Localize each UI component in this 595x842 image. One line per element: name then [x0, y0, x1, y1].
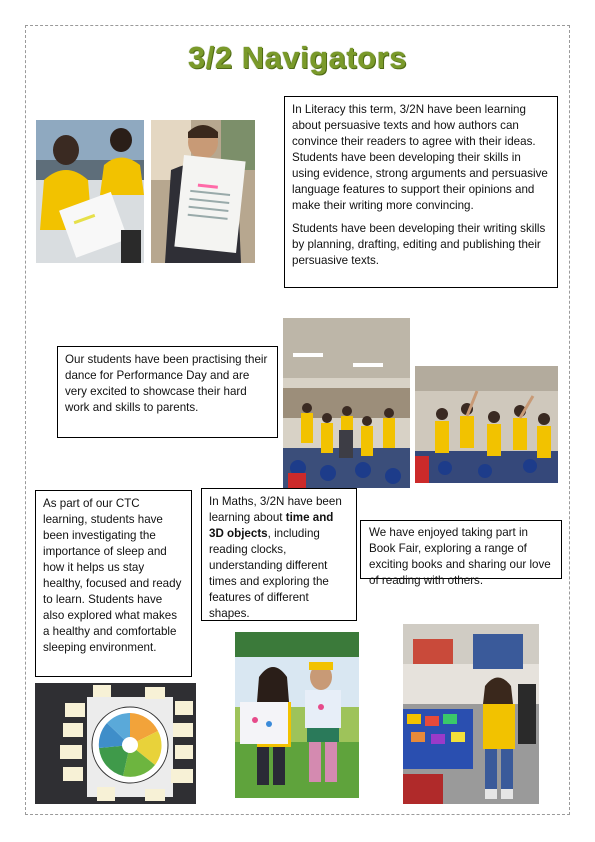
maths-text-start: In Maths, 3/2N have been learning about — [209, 495, 342, 524]
maths-paragraph — [209, 494, 349, 622]
photo-students-writing — [36, 120, 144, 263]
ctc-text-box — [35, 490, 192, 677]
page-title: 3/2 Navigators — [188, 40, 407, 75]
ctc-paragraph: As part of our CTC learning, students have been investigating the importance of sleep and how it helps us stay healthy, focused and ready to learn. Students have also explored what makes a healthy and comfortable sleeping environment. — [43, 497, 182, 654]
photo-dance-practice-hall — [283, 318, 410, 488]
photo-student-holding-writing — [151, 120, 255, 263]
photo-sleep-poster — [35, 683, 196, 804]
maths-text-box — [201, 488, 357, 621]
bookfair-text-box — [360, 520, 562, 587]
bookfair-paragraph: We have enjoyed taking part in Book Fair, exploring a range of exciting books and sharing our love of reading with others. — [369, 526, 551, 587]
literacy-text-box — [284, 96, 558, 288]
maths-text-end: , including reading clocks, understanding different times and exploring the features of different shapes. — [209, 527, 329, 620]
literacy-paragraph-2: Students have been developing their writing skills by planning, drafting, editing and publishing their persuasive texts. — [292, 222, 546, 267]
photo-students-with-clocks — [235, 632, 359, 798]
maths-text-bold: time and 3D objects — [209, 511, 334, 540]
photo-book-fair — [403, 624, 539, 804]
dance-paragraph: Our students have been practising their dance for Performance Day and are very excited to showcase their hard work and skills to parents. — [65, 353, 268, 414]
photo-dance-practice-students — [415, 366, 558, 483]
literacy-paragraph-1: In Literacy this term, 3/2N have been learning about persuasive texts and how authors can convince their readers to agree with their ideas. Students have been developing their skills in using evidence, strong arguments and persuasive language features to support their opinions and make their writing more convincing. — [292, 103, 548, 212]
dance-text-box — [57, 346, 278, 438]
